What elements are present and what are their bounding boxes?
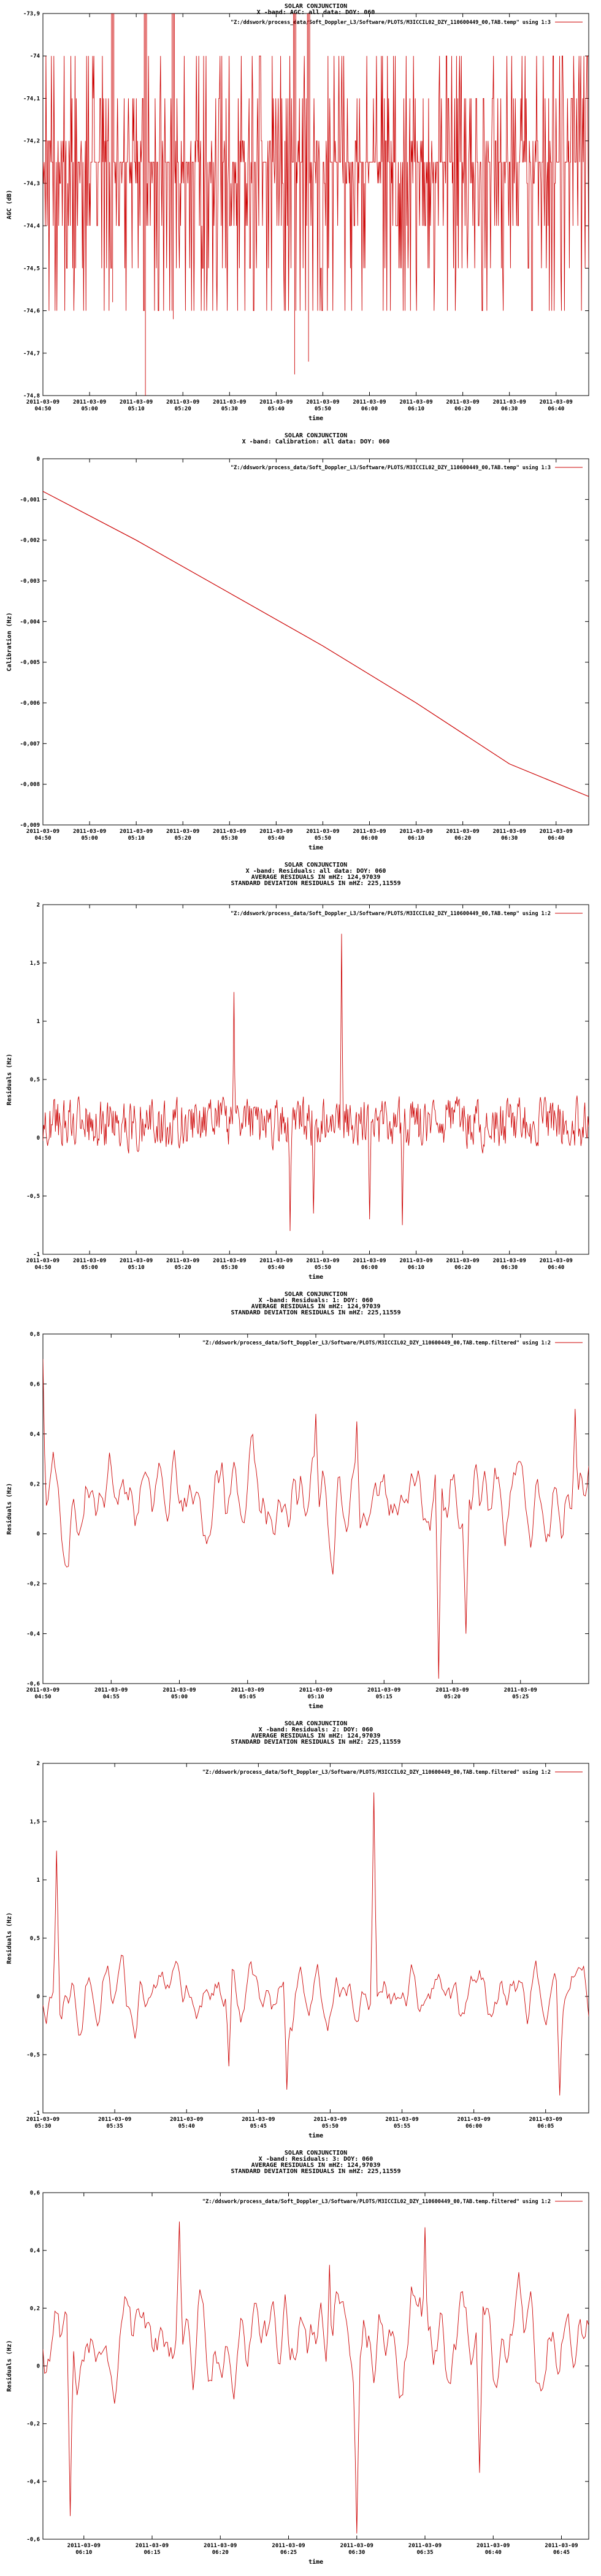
x-tick-date: 2011-03-09: [231, 1687, 264, 1693]
x-tick-label: 05:30: [34, 2123, 52, 2129]
y-tick-label: -74,8: [23, 393, 40, 399]
chart-panel-6: [6, 2150, 589, 2566]
x-tick-label: 05:40: [267, 1265, 285, 1271]
x-tick-date: 2011-03-09: [26, 399, 60, 405]
y-tick-label: -0,006: [20, 700, 40, 707]
x-tick-label: 06:10: [408, 835, 425, 841]
chart-title-line: X -band: Residuals: 1: DOY: 060: [258, 1297, 373, 1304]
y-tick-label: 0,5: [29, 1077, 40, 1083]
x-tick-label: 05:30: [221, 1265, 238, 1271]
x-tick-date: 2011-03-09: [120, 399, 153, 405]
y-tick-label: -0,6: [26, 1681, 40, 1687]
chart-title-line: AVERAGE RESIDUALS IN mHZ: 124,97039: [251, 1733, 381, 1739]
y-tick-label: 0,5: [29, 1936, 40, 1942]
x-tick-label: 06:40: [548, 406, 565, 412]
y-axis-label: Residuals (Hz): [6, 1053, 13, 1106]
x-tick-label: 05:20: [443, 1694, 461, 1700]
x-tick-label: 05:30: [221, 835, 238, 841]
x-tick-date: 2011-03-09: [213, 1258, 247, 1264]
x-axis-label: time: [308, 1274, 324, 1281]
chart-title-line: STANDARD DEVIATION RESIDUALS IN mHZ: 225,11559: [231, 1739, 401, 1746]
y-tick-label: -0,2: [26, 1581, 40, 1588]
x-tick-date: 2011-03-09: [435, 1687, 469, 1693]
y-tick-label: -74,2: [23, 138, 40, 145]
x-tick-date: 2011-03-09: [26, 1687, 60, 1693]
x-tick-date: 2011-03-09: [120, 1258, 153, 1264]
x-tick-label: 05:30: [221, 406, 238, 412]
y-tick-label: -0,4: [26, 2478, 40, 2485]
x-tick-label: 05:50: [314, 835, 331, 841]
x-tick-label: 05:10: [128, 1265, 145, 1271]
x-tick-date: 2011-03-09: [204, 2543, 237, 2549]
x-tick-date: 2011-03-09: [170, 2117, 204, 2123]
y-tick-label: 2: [36, 1761, 40, 1767]
x-tick-label: 05:00: [81, 835, 98, 841]
y-tick-label: -0,007: [20, 741, 40, 748]
x-tick-date: 2011-03-09: [242, 2117, 275, 2123]
x-axis-label: time: [308, 415, 324, 422]
y-tick-label: 1: [36, 1877, 40, 1884]
x-tick-date: 2011-03-09: [457, 2117, 491, 2123]
x-tick-date: 2011-03-09: [446, 829, 480, 835]
y-tick-label: -74,7: [23, 350, 40, 357]
chart-title-line: SOLAR CONJUNCTION: [284, 432, 348, 439]
y-tick-label: -0,5: [26, 1194, 40, 1200]
y-axis-label: Calibration (Hz): [6, 612, 13, 672]
x-tick-date: 2011-03-09: [539, 1258, 573, 1264]
x-tick-label: 06:20: [212, 2550, 229, 2556]
y-tick-label: -0,5: [26, 2052, 40, 2058]
x-tick-label: 06:40: [548, 835, 565, 841]
series-line: [43, 1793, 589, 2096]
y-tick-label: -0,009: [20, 822, 40, 829]
x-tick-label: 05:40: [267, 406, 285, 412]
x-tick-label: 06:10: [408, 406, 425, 412]
y-tick-label: -0,008: [20, 781, 40, 788]
plot-frame: [43, 1763, 589, 2113]
x-tick-date: 2011-03-09: [529, 2117, 562, 2123]
x-tick-label: 05:10: [128, 835, 145, 841]
x-tick-label: 06:40: [484, 2550, 502, 2556]
y-tick-label: -74,6: [23, 308, 40, 315]
legend-label: "Z:/ddswork/process_data/Soft_Doppler_L3/Software/PLOTS/M3ICCIL02_DZY_110600449_00,TAB.temp.filtered" using 1:2: [202, 2199, 551, 2205]
y-tick-label: -0,2: [26, 2421, 40, 2428]
x-tick-date: 2011-03-09: [98, 2117, 132, 2123]
x-tick-date: 2011-03-09: [492, 399, 526, 405]
x-tick-date: 2011-03-09: [408, 2543, 442, 2549]
chart-title-line: SOLAR CONJUNCTION: [284, 862, 348, 868]
y-tick-label: -74,1: [23, 96, 40, 102]
x-tick-date: 2011-03-09: [313, 2117, 347, 2123]
series-line: [43, 2221, 589, 2534]
x-axis-label: time: [308, 1703, 324, 1710]
chart-panel-4: [6, 1291, 589, 1710]
x-tick-label: 06:30: [348, 2550, 366, 2556]
x-tick-date: 2011-03-09: [340, 2543, 373, 2549]
x-axis-label: time: [308, 845, 324, 851]
series-line: [43, 1359, 589, 1679]
y-tick-label: -0,002: [20, 537, 40, 544]
x-tick-label: 06:30: [501, 835, 518, 841]
y-axis-label: Residuals (Hz): [6, 1482, 13, 1535]
y-tick-label: 0,6: [29, 2190, 40, 2196]
x-tick-date: 2011-03-09: [213, 829, 247, 835]
y-tick-label: -0,004: [20, 619, 40, 626]
x-tick-label: 06:20: [454, 1265, 472, 1271]
x-tick-date: 2011-03-09: [26, 2117, 60, 2123]
x-tick-label: 06:00: [465, 2123, 483, 2129]
x-tick-label: 05:20: [174, 835, 191, 841]
x-axis-label: time: [308, 2133, 324, 2139]
legend-label: "Z:/ddswork/process_data/Soft_Doppler_L3/Software/PLOTS/M3ICCIL02_DZY_110600449_00,TAB.temp" using 1:2: [231, 911, 551, 917]
series-line: [43, 491, 589, 797]
chart-title-line: STANDARD DEVIATION RESIDUALS IN mHZ: 225,11559: [231, 2168, 401, 2175]
y-tick-label: 1: [36, 1019, 40, 1025]
x-tick-date: 2011-03-09: [166, 829, 200, 835]
series-line: [43, 934, 589, 1232]
y-tick-label: 0: [36, 456, 40, 462]
x-tick-date: 2011-03-09: [166, 399, 200, 405]
x-tick-date: 2011-03-09: [539, 399, 573, 405]
chart-title-line: AVERAGE RESIDUALS IN mHZ: 124,97039: [251, 874, 381, 881]
y-tick-label: -74,4: [23, 223, 40, 230]
x-tick-date: 2011-03-09: [446, 1258, 480, 1264]
x-tick-label: 06:35: [416, 2550, 434, 2556]
y-tick-label: 0,4: [29, 2248, 40, 2255]
chart-panel-5: [6, 1720, 589, 2139]
x-tick-label: 05:50: [314, 1265, 331, 1271]
x-tick-label: 06:10: [408, 1265, 425, 1271]
x-tick-label: 05:25: [512, 1694, 529, 1700]
x-tick-date: 2011-03-09: [72, 1258, 107, 1264]
x-tick-label: 06:10: [75, 2550, 93, 2556]
y-tick-label: 0,2: [29, 2306, 40, 2312]
legend-label: "Z:/ddswork/process_data/Soft_Doppler_L3/Software/PLOTS/M3ICCIL02_DZY_110600449_00,TAB.temp" using 1:3: [231, 465, 551, 471]
y-axis-label: Residuals (Hz): [6, 1912, 13, 1965]
x-tick-label: 06:00: [361, 406, 378, 412]
x-tick-label: 05:15: [375, 1694, 392, 1700]
plot-frame: [43, 2193, 589, 2539]
y-tick-label: -0,6: [26, 2537, 40, 2543]
x-tick-label: 06:00: [361, 1265, 378, 1271]
x-tick-date: 2011-03-09: [259, 829, 293, 835]
chart-title-line: X -band: Calibration: all data: DOY: 060: [242, 439, 390, 445]
chart-title-line: SOLAR CONJUNCTION: [284, 1720, 348, 1727]
x-tick-label: 04:55: [102, 1694, 120, 1700]
x-tick-label: 06:30: [501, 1265, 518, 1271]
x-tick-label: 06:20: [454, 835, 472, 841]
legend-label: "Z:/ddswork/process_data/Soft_Doppler_L3/Software/PLOTS/M3ICCIL02_DZY_110600449_00,TAB.temp.filtered" using 1:2: [202, 1769, 551, 1776]
x-tick-label: 05:40: [267, 835, 285, 841]
y-tick-label: 0: [36, 2363, 40, 2370]
x-tick-date: 2011-03-09: [353, 1258, 386, 1264]
y-tick-label: 0: [36, 1994, 40, 2000]
y-tick-label: -73,9: [23, 11, 40, 17]
x-tick-date: 2011-03-09: [399, 1258, 433, 1264]
y-tick-label: 0: [36, 1135, 40, 1141]
y-tick-label: 0,4: [29, 1431, 40, 1438]
chart-title-line: X -band: Residuals: all data: DOY: 060: [245, 868, 386, 875]
x-tick-date: 2011-03-09: [72, 399, 107, 405]
x-tick-label: 04:50: [34, 835, 52, 841]
x-axis-label: time: [308, 2559, 324, 2566]
x-tick-date: 2011-03-09: [503, 1687, 537, 1693]
x-tick-date: 2011-03-09: [545, 2543, 578, 2549]
x-tick-date: 2011-03-09: [446, 399, 480, 405]
x-tick-label: 05:50: [314, 406, 331, 412]
y-tick-label: -0,4: [26, 1631, 40, 1638]
x-tick-date: 2011-03-09: [367, 1687, 401, 1693]
y-tick-label: -1: [33, 2110, 40, 2117]
x-tick-date: 2011-03-09: [135, 2543, 169, 2549]
series-line: [43, 0, 589, 396]
chart-panel-2: [6, 432, 589, 851]
x-tick-date: 2011-03-09: [353, 399, 386, 405]
y-tick-label: 1,5: [29, 960, 40, 967]
x-tick-date: 2011-03-09: [163, 1687, 196, 1693]
chart-title-line: X -band: AGC: all data: DOY: 060: [256, 9, 375, 16]
x-tick-label: 05:00: [81, 1265, 98, 1271]
legend-label: "Z:/ddswork/process_data/Soft_Doppler_L3/Software/PLOTS/M3ICCIL02_DZY_110600449_00,TAB.temp.filtered" using 1:2: [202, 1340, 551, 1346]
y-tick-label: -74,3: [23, 180, 40, 187]
x-tick-label: 05:05: [239, 1694, 256, 1700]
x-tick-label: 05:20: [174, 406, 191, 412]
y-axis-label: AGC (dB): [6, 190, 13, 220]
x-tick-date: 2011-03-09: [385, 2117, 419, 2123]
x-tick-date: 2011-03-09: [477, 2543, 510, 2549]
x-tick-date: 2011-03-09: [299, 1687, 333, 1693]
x-tick-label: 06:45: [553, 2550, 570, 2556]
x-tick-label: 04:50: [34, 1265, 52, 1271]
x-tick-date: 2011-03-09: [539, 829, 573, 835]
x-tick-label: 05:10: [307, 1694, 324, 1700]
x-tick-date: 2011-03-09: [399, 829, 433, 835]
chart-title-line: AVERAGE RESIDUALS IN mHZ: 124,97039: [251, 1303, 381, 1310]
x-tick-label: 05:00: [81, 406, 98, 412]
x-tick-date: 2011-03-09: [353, 829, 386, 835]
y-tick-label: -74: [29, 53, 40, 60]
chart-title-line: X -band: Residuals: 3: DOY: 060: [258, 2156, 373, 2163]
x-tick-date: 2011-03-09: [166, 1258, 200, 1264]
x-tick-label: 05:10: [128, 406, 145, 412]
plot-frame: [43, 905, 589, 1254]
y-tick-label: 2: [36, 902, 40, 908]
x-tick-date: 2011-03-09: [306, 1258, 340, 1264]
y-tick-label: -1: [33, 1252, 40, 1258]
x-tick-date: 2011-03-09: [492, 829, 526, 835]
x-tick-date: 2011-03-09: [306, 399, 340, 405]
y-tick-label: -0,003: [20, 578, 40, 585]
x-tick-date: 2011-03-09: [272, 2543, 305, 2549]
x-tick-label: 05:50: [321, 2123, 339, 2129]
y-tick-label: 0,2: [29, 1481, 40, 1488]
chart-panel-1: [6, 0, 589, 422]
y-tick-label: 0,8: [29, 1332, 40, 1338]
chart-title-line: SOLAR CONJUNCTION: [284, 1291, 348, 1298]
x-tick-date: 2011-03-09: [72, 829, 107, 835]
x-tick-date: 2011-03-09: [306, 829, 340, 835]
chart-title-line: SOLAR CONJUNCTION: [284, 2150, 348, 2156]
x-tick-date: 2011-03-09: [399, 399, 433, 405]
x-tick-label: 04:50: [34, 1694, 52, 1700]
x-tick-label: 04:50: [34, 406, 52, 412]
chart-panel-3: [6, 862, 589, 1281]
x-tick-label: 06:15: [144, 2550, 161, 2556]
y-tick-label: 0,6: [29, 1381, 40, 1388]
y-axis-label: Residuals (Hz): [6, 2340, 13, 2392]
x-tick-label: 06:40: [548, 1265, 565, 1271]
plot-frame: [43, 1334, 589, 1684]
x-tick-label: 05:20: [174, 1265, 191, 1271]
chart-title-line: X -band: Residuals: 2: DOY: 060: [258, 1727, 373, 1733]
x-tick-label: 05:00: [170, 1694, 188, 1700]
y-tick-label: -0,005: [20, 659, 40, 666]
x-tick-label: 05:35: [106, 2123, 123, 2129]
x-tick-date: 2011-03-09: [26, 1258, 60, 1264]
x-tick-date: 2011-03-09: [120, 829, 153, 835]
x-tick-label: 06:05: [537, 2123, 554, 2129]
x-tick-label: 06:25: [280, 2550, 297, 2556]
y-tick-label: 0: [36, 1531, 40, 1538]
x-tick-date: 2011-03-09: [26, 829, 60, 835]
x-tick-label: 06:00: [361, 835, 378, 841]
y-tick-label: 1,5: [29, 1819, 40, 1825]
x-tick-date: 2011-03-09: [67, 2543, 101, 2549]
x-tick-label: 05:40: [178, 2123, 195, 2129]
y-tick-label: -74,5: [23, 266, 40, 272]
x-tick-label: 06:20: [454, 406, 472, 412]
chart-title-line: AVERAGE RESIDUALS IN mHZ: 124,97039: [251, 2162, 381, 2169]
x-tick-date: 2011-03-09: [492, 1258, 526, 1264]
chart-title-line: STANDARD DEVIATION RESIDUALS IN mHZ: 225,11559: [231, 1309, 401, 1316]
x-tick-date: 2011-03-09: [94, 1687, 128, 1693]
x-tick-label: 06:30: [501, 406, 518, 412]
y-tick-label: -0,001: [20, 497, 40, 504]
x-tick-date: 2011-03-09: [259, 1258, 293, 1264]
legend-label: "Z:/ddswork/process_data/Soft_Doppler_L3/Software/PLOTS/M3ICCIL02_DZY_110600449_00,TAB.temp" using 1:3: [231, 20, 551, 26]
x-tick-date: 2011-03-09: [259, 399, 293, 405]
x-tick-date: 2011-03-09: [213, 399, 247, 405]
chart-title-line: SOLAR CONJUNCTION: [284, 3, 348, 10]
x-tick-label: 05:45: [250, 2123, 267, 2129]
x-tick-label: 05:55: [393, 2123, 411, 2129]
chart-title-line: STANDARD DEVIATION RESIDUALS IN mHZ: 225,11559: [231, 880, 401, 887]
